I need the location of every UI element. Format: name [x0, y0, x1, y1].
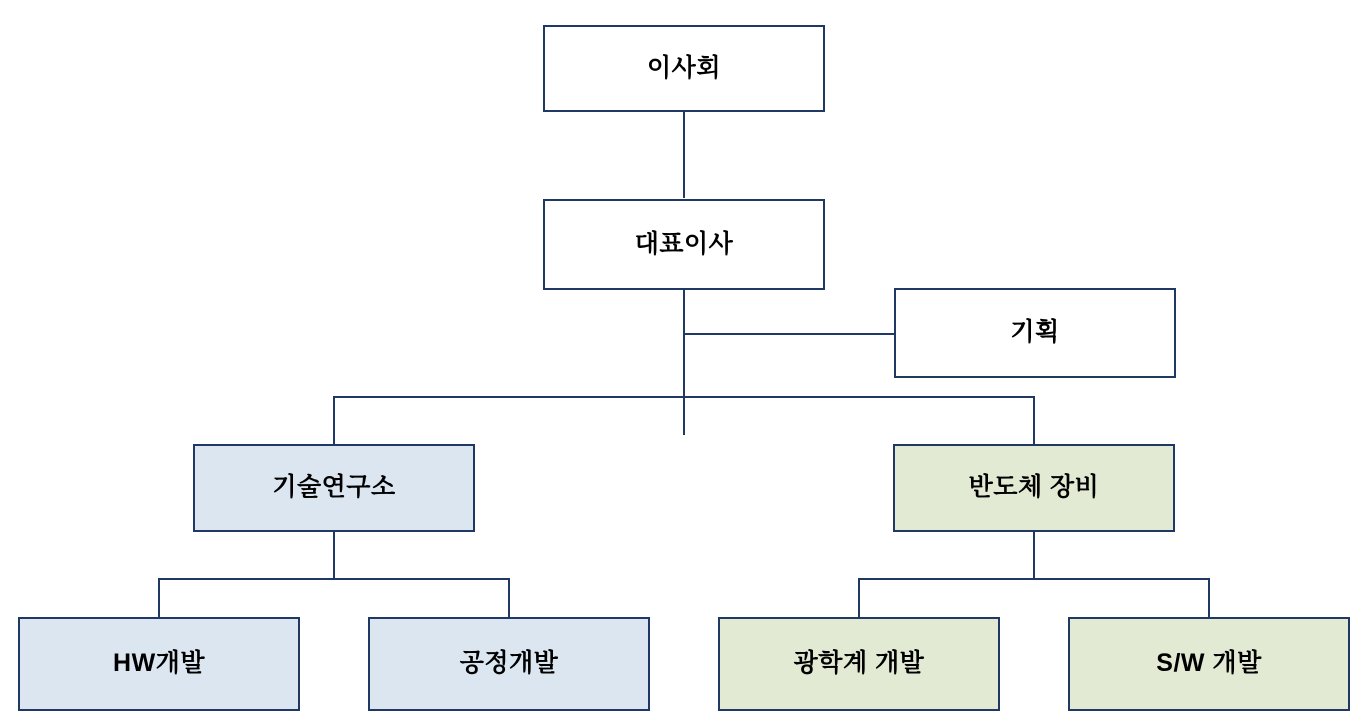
node-board[interactable]: 이사회: [543, 25, 825, 112]
connector-bus-to-optics: [858, 578, 860, 618]
connector-bus-to-rnd: [333, 396, 335, 445]
connector-ceo-down: [683, 290, 685, 435]
node-planning[interactable]: 기획: [894, 288, 1176, 378]
connector-semi-bus: [858, 578, 1210, 580]
connector-board-to-ceo: [683, 111, 685, 198]
connector-level2-bus: [333, 396, 1035, 398]
connector-bus-to-process: [508, 578, 510, 618]
node-hw-dev[interactable]: HW개발: [18, 617, 300, 711]
connector-ceo-to-planning: [683, 333, 895, 335]
connector-rnd-bus: [158, 578, 510, 580]
connector-bus-to-hw: [158, 578, 160, 618]
node-process-dev[interactable]: 공정개발: [368, 617, 650, 711]
node-optics-dev[interactable]: 광학계 개발: [718, 617, 1000, 711]
node-sw-dev[interactable]: S/W 개발: [1068, 617, 1350, 711]
connector-bus-to-semi: [1033, 396, 1035, 445]
connector-bus-to-sw: [1208, 578, 1210, 618]
node-semiconductor-equipment[interactable]: 반도체 장비: [893, 444, 1175, 532]
node-ceo[interactable]: 대표이사: [543, 199, 825, 290]
connector-rnd-down: [333, 531, 335, 579]
connector-semi-down: [1033, 531, 1035, 579]
node-rnd[interactable]: 기술연구소: [193, 444, 475, 532]
